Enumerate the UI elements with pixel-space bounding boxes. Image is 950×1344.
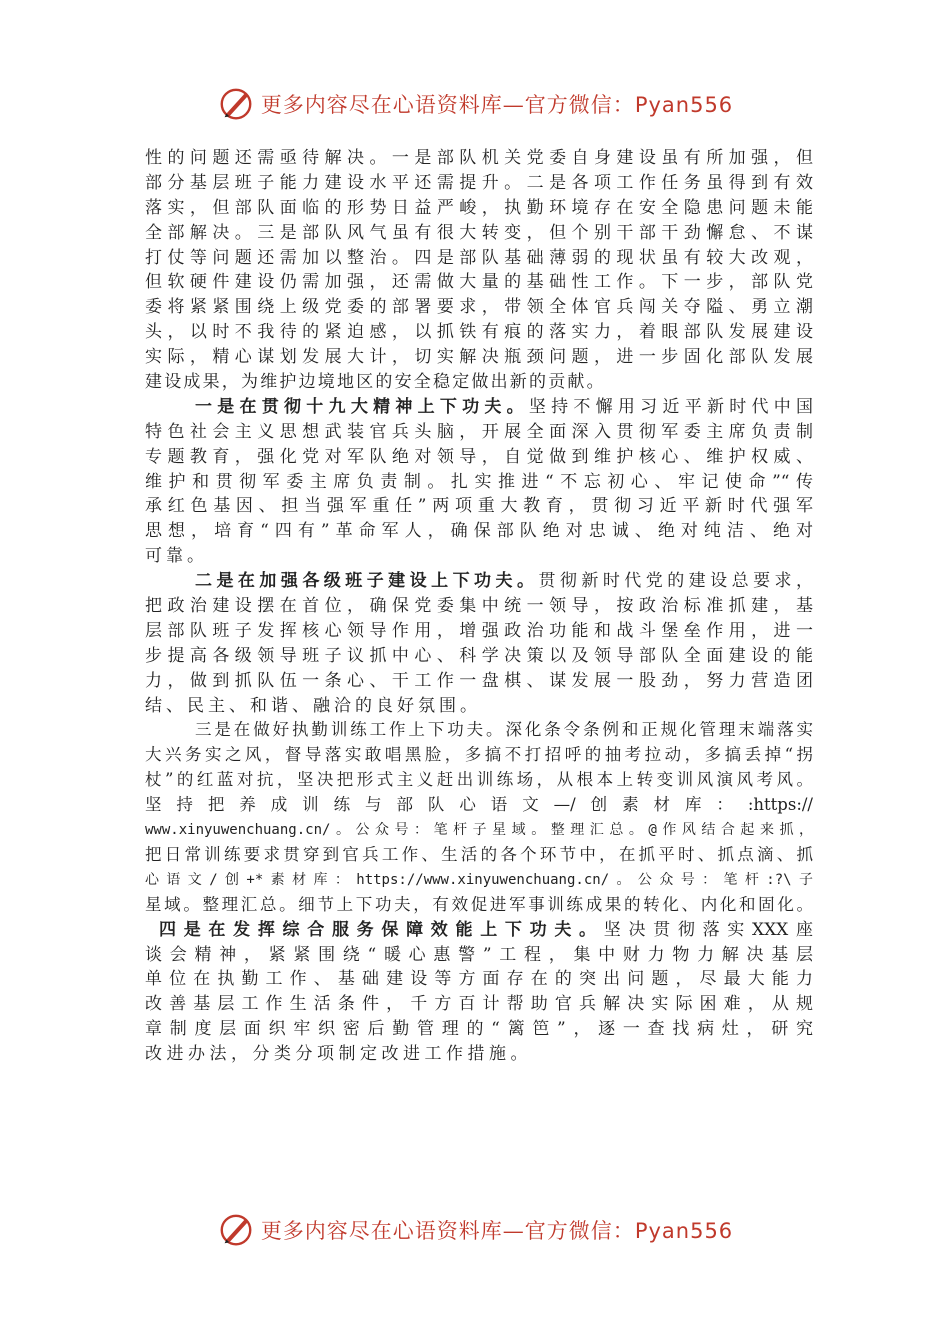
text-line: 思想，培育“四有”革命军人，确保部队绝对忠诚、绝对纯洁、绝对 [145,521,813,542]
paragraph-intro [145,146,813,395]
text-line: 四是在发挥综合服务保障效能上下功夫。坚决贯彻落实XXX座 [159,919,813,940]
text-line: 部分基层班子能力建设水平还需提升。二是各项工作任务虽得到有效 [145,172,813,193]
text-line: 维护和贯彻军委主席负责制。扎实推进“不忘初心、牢记使命”“传 [145,471,813,492]
text-line: 章制度层面织牢织密后勤管理的“篱笆”，逐一查找病灶，研究 [145,1019,813,1040]
text-line: 谈会精神，紧紧围绕“暖心惠警”工程，集中财力物力解决基层 [145,944,813,965]
point-heading: 四是在发挥综合服务保障效能上下功夫。 [159,919,604,940]
header-watermark-banner [0,82,950,126]
point-heading: 二是在加强各级班子建设上下功夫。 [195,571,539,592]
text-line: 星域。整理汇总。细节上下功夫，有效促进军事训练成果的转化、内化和固化。 [145,894,813,914]
text-line: 特色社会主义思想武装官兵头脑，开展全面深入贯彻军委主席负责制 [145,421,813,442]
text-line: 专题教育，强化党对军队绝对领导，自觉做到维护核心、维护权威、 [145,446,813,467]
text-line: 大兴务实之风，督导落实敢唱黑脸，多搞不打招呼的抽考拉动，多搞丢掉“拐 [145,745,813,765]
text-line: www.xinyuwenchuang.cn/。公众号：笔杆子星域。整理汇总。@作风结合起来抓， [145,822,813,839]
paragraph-point-two [145,569,813,718]
text-line: 但软硬件建设仍需加强，还需做大量的基础性工作。下一步，部队党 [145,272,813,293]
text-line: 步提高各级领导班子议抓中心、科学决策以及领导部队全面建设的能 [145,645,813,666]
text-line: 性的问题还需亟待解决。一是部队机关党委自身建设虽有所加强，但 [145,148,813,168]
text-line: 层部队班子发挥核心领导作用，增强政治功能和战斗堡垒作用，进一 [145,620,813,641]
paragraph-point-one [145,395,813,569]
paragraph-point-three [145,718,813,917]
text-line: 头，以时不我待的紧迫感，以抓铁有痕的落实力，着眼部队发展建设 [145,322,813,343]
text-line: 结、民主、和谐、融洽的良好氛围。 [145,695,481,716]
text-line: 二是在加强各级班子建设上下功夫。贯彻新时代党的建设总要求， [195,571,813,592]
text-line: 全部解决。三是部队风气虽有很大转变，但个别干部干劲懈怠、不谋 [145,222,813,243]
text-line: 改善基层工作生活条件，千方百计帮助官兵解决实际困难，从规 [145,994,813,1015]
text-line: 把政治建设摆在首位，确保党委集中统一领导，按政治标准抓建，基 [145,596,813,617]
text-line: 心语文/创+*素材库：https://www.xinyuwenchuang.cn/。公众号：笔杆:?\子 [145,871,813,888]
text-line: 坚持把养成训练与部队心语文—/创素材库：:https:// [145,795,813,815]
text-line: 打仗等问题还需加以整治。四是部队基础薄弱的现状虽有较大改观， [145,247,813,268]
text-line: 三是在做好执勤训练工作上下功夫。深化条令条例和正规化管理末端落实 [195,720,813,740]
text-line: 实际，精心谋划发展大计，切实解决瓶颈问题，进一步固化部队发展 [145,347,813,368]
document-body [145,146,813,1067]
text-line: 可靠。 [145,546,208,567]
text-line: 一是在贯彻十九大精神上下功夫。坚持不懈用习近平新时代中国 [195,396,813,417]
text-line: 力，做到抓队伍一条心、干工作一盘棋、谋发展一股劲，努力营造团 [145,670,813,691]
pen-logo-icon [217,85,255,123]
text-line: 承红色基因、担当强军重任”两项重大教育，贯彻习近平新时代强军 [145,496,813,517]
banner-text: 更多内容尽在心语资料库—官方微信：Pyan556 [260,93,734,117]
text-line: 单位在执勤工作、基础建设等方面存在的突出问题，尽最大能力 [145,969,813,990]
text-line: 建设成果，为维护边境地区的安全稳定做出新的贡献。 [145,372,606,393]
paragraph-point-four [145,918,813,1067]
banner-text: 更多内容尽在心语资料库—官方微信：Pyan556 [260,1219,734,1243]
point-heading: 一是在贯彻十九大精神上下功夫。 [195,396,529,417]
text-line: 改进办法，分类分项制定改进工作措施。 [145,1044,532,1065]
pen-logo-icon [217,1211,255,1249]
text-line: 把日常训练要求贯穿到官兵工作、生活的各个环节中，在抓平时、抓点滴、抓 [145,844,813,864]
text-line: 杖”的红蓝对抗，坚决把形式主义赶出训练场，从根本上转变训风演风考风。 [145,770,813,790]
footer-watermark-banner [0,1208,950,1252]
text-line: 落实，但部队面临的形势日益严峻，执勤环境存在安全隐患问题未能 [145,197,813,218]
text-line: 委将紧紧围绕上级党委的部署要求，带领全体官兵闯关夺隘、勇立潮 [145,297,813,318]
